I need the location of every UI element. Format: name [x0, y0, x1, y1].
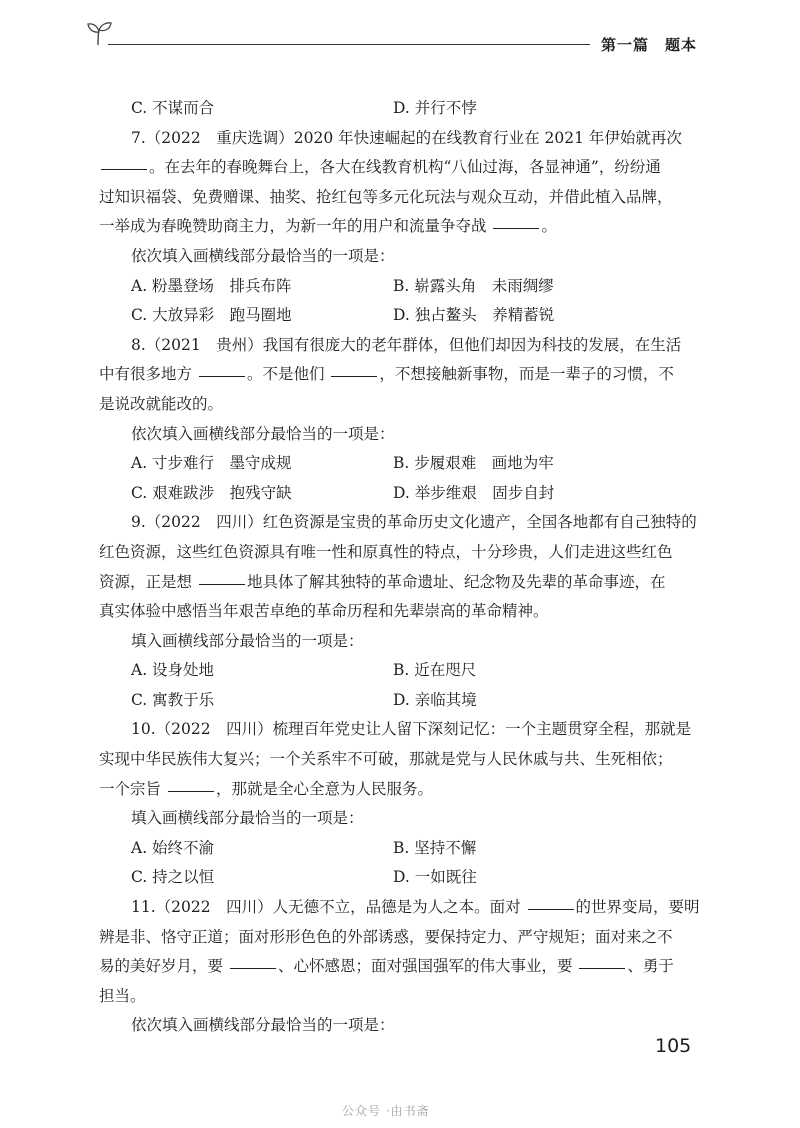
option-a: A. 始终不渝: [131, 838, 215, 857]
option-row: [99, 272, 699, 302]
question-10-line-3: 一个宗旨 ，那就是全心全意为人民服务。: [99, 779, 433, 798]
question-11-line-3: 易的美好岁月，要 、心怀感恩；面对强国强军的伟大事业，要 、勇于: [99, 957, 674, 976]
question-11-line-1: 11.（2022 四川）人无德不立，品德是为人之本。面对 的世界变局，要明: [131, 898, 700, 917]
fill-blank: [579, 967, 625, 969]
question-10-line-1: 10.（2022 四川）梳理百年党史让人留下深刻记忆：一个主题贯穿全程，那就是: [131, 720, 692, 739]
option-a: A. 设身处地: [131, 661, 215, 680]
question-7-prompt: 依次填入画横线部分最恰当的一项是：: [131, 246, 395, 265]
question-9-line-1: 9.（2022 四川）红色资源是宝贵的革命历史文化遗产，全国各地都有自己独特的: [131, 513, 697, 532]
page-header: [0, 0, 800, 60]
option-a: A. 寸步难行 墨守成规: [131, 454, 292, 473]
option-d: D. 独占鳌头 养精蓄锐: [393, 306, 555, 325]
question-7-line-4: 一举成为春晚赞助商主力，为新一年的用户和流量争夺战 。: [99, 217, 557, 236]
option-row: [99, 834, 699, 864]
option-row: [99, 656, 699, 686]
question-7-line-1: 7.（2022 重庆选调）2020 年快速崛起的在线教育行业在 2021 年伊始就再次: [131, 128, 682, 147]
fill-blank: [230, 967, 276, 969]
sprout-icon: [86, 20, 112, 46]
option-d: D. 举步维艰 固步自封: [393, 483, 555, 502]
fill-blank: [331, 375, 377, 377]
question-7-line-2: 。在去年的春晚舞台上，各大在线教育机构“八仙过海，各显神通”，纷纷通: [99, 153, 699, 183]
question-11-line-4: 担当。: [99, 986, 146, 1005]
page-number: 105: [655, 1035, 692, 1057]
question-content: [99, 94, 699, 1041]
fill-blank: [199, 583, 245, 585]
option-d: D. 并行不悖: [393, 99, 477, 117]
option-c: C. 大放异彩 跑马圈地: [131, 306, 292, 325]
option-c: C. 持之以恒: [131, 868, 215, 887]
watermark: 公众号 ·由书斋: [342, 1104, 430, 1118]
question-9-line-2: 红色资源，这些红色资源具有唯一性和原真性的特点，十分珍贵，人们走进这些红色: [99, 542, 673, 561]
option-row: [99, 479, 699, 509]
question-11-prompt: 依次填入画横线部分最恰当的一项是：: [131, 1016, 395, 1035]
option-b: B. 坚持不懈: [393, 838, 477, 857]
section-title: 第一篇 题本: [601, 36, 698, 54]
option-d: D. 一如既往: [393, 868, 477, 887]
question-11-line-2: 辨是非、恪守正道；面对形形色色的外部诱惑，要保持定力、严守规矩；面对来之不: [99, 927, 673, 946]
option-c: C. 艰难跋涉 抱残守缺: [131, 483, 292, 502]
option-row: [99, 301, 699, 331]
question-8-prompt: 依次填入画横线部分最恰当的一项是：: [131, 424, 395, 443]
option-row: [99, 686, 699, 716]
fill-blank: [493, 227, 539, 229]
option-b: B. 近在咫尺: [393, 661, 477, 680]
fill-blank: [168, 790, 214, 792]
fill-blank: [101, 168, 147, 170]
option-b: B. 崭露头角 未雨绸缪: [393, 276, 554, 295]
question-9-line-3: 资源，正是想 地具体了解其独特的革命遗址、纪念物及先辈的革命事迹，在: [99, 572, 666, 591]
option-c: C. 不谋而合: [131, 99, 215, 117]
question-8-line-3: 是说改就能改的。: [99, 394, 224, 413]
option-b: B. 步履艰难 画地为牢: [393, 454, 554, 473]
option-c: C. 寓教于乐: [131, 690, 215, 709]
question-10-prompt: 填入画横线部分最恰当的一项是：: [131, 809, 364, 828]
header-rule: [108, 44, 590, 45]
option-a: A. 粉墨登场 排兵布阵: [131, 276, 292, 295]
question-9-prompt: 填入画横线部分最恰当的一项是：: [131, 631, 364, 650]
fill-blank: [528, 908, 574, 910]
option-row: [99, 94, 699, 124]
question-8-line-1: 8.（2021 贵州）我国有很庞大的老年群体，但他们却因为科技的发展，在生活: [131, 335, 682, 354]
option-row: [99, 449, 699, 479]
fill-blank: [199, 375, 245, 377]
question-9-line-4: 真实体验中感悟当年艰苦卓绝的革命历程和先辈崇高的革命精神。: [99, 602, 549, 621]
option-row: [99, 863, 699, 893]
question-8-line-2: 中有很多地方 。不是他们 ，不想接触新事物，而是一辈子的习惯，不: [99, 365, 674, 384]
option-d: D. 亲临其境: [393, 690, 477, 709]
question-10-line-2: 实现中华民族伟大复兴；一个关系牢不可破，那就是党与人民休戚与共、生死相依；: [99, 750, 673, 769]
question-7-line-3: 过知识福袋、免费赠课、抽奖、抢红包等多元化玩法与观众互动，并借此植入品牌，: [99, 187, 673, 206]
